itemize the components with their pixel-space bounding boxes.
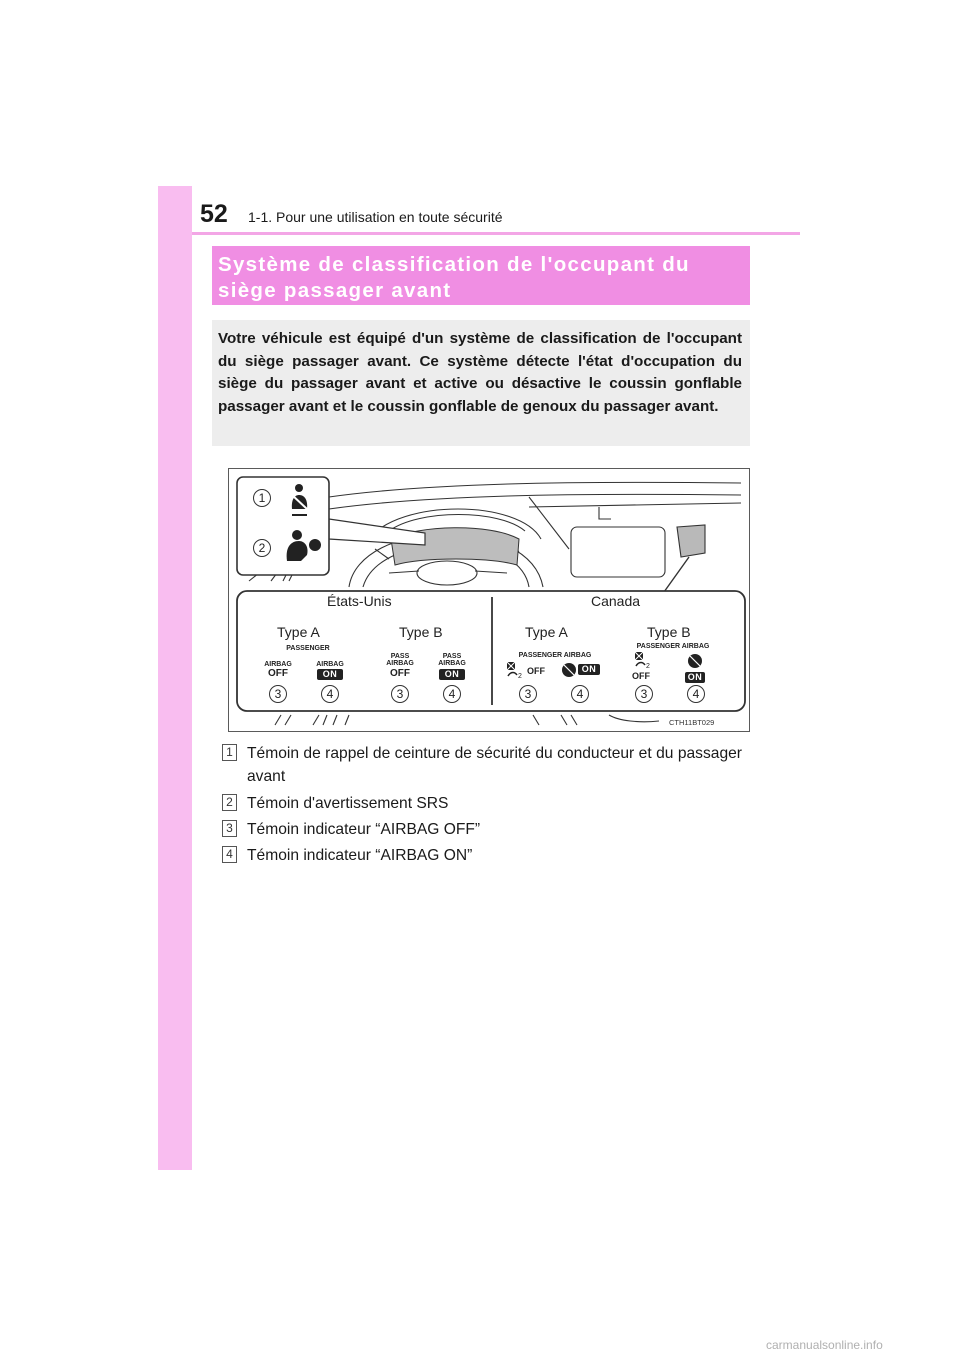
- usa-a-off-line1: AIRBAG: [264, 661, 292, 668]
- airbag-off-symbol-icon-b: [633, 651, 653, 669]
- airbag-on-symbol-icon: [561, 662, 577, 678]
- legend-text: Témoin indicateur “AIRBAG OFF”: [247, 821, 481, 838]
- legend-number: 3: [222, 820, 237, 837]
- usa-type-a-label: Type A: [277, 624, 320, 640]
- figure-code: CTH11BT029: [669, 718, 715, 727]
- svg-text:2: 2: [646, 663, 650, 669]
- usa-a-on-line1: AIRBAG: [316, 661, 344, 668]
- page-title: Système de classification de l'occupant du siège passager avant: [218, 253, 690, 302]
- num-3-usa-a: 3: [269, 685, 287, 703]
- airbag-off-symbol-icon: [505, 661, 525, 679]
- dashboard-figure: [228, 468, 750, 732]
- legend-text: Témoin d'avertissement SRS: [247, 795, 449, 812]
- usa-a-off-line2: OFF: [268, 668, 288, 679]
- callout-2: 2: [253, 539, 271, 557]
- num-4-canada-a: 4: [571, 685, 589, 703]
- usa-a-on-badge: ON: [317, 669, 343, 680]
- num-3-usa-b: 3: [391, 685, 409, 703]
- usa-b-off-line2: AIRBAG: [386, 660, 414, 667]
- canada-b-off-text: OFF: [632, 671, 650, 681]
- usa-b-on-line1: PASS: [442, 653, 462, 660]
- usa-b-on-badge: ON: [439, 669, 465, 680]
- usa-type-b-label: Type B: [399, 624, 443, 640]
- section-heading: 1-1. Pour une utilisation en toute sécurité: [248, 209, 503, 225]
- svg-text:2: 2: [518, 673, 522, 679]
- canada-type-a-label: Type A: [525, 624, 568, 640]
- num-4-usa-a: 4: [321, 685, 339, 703]
- region-canada-label: Canada: [591, 593, 641, 609]
- callout-1: 1: [253, 489, 271, 507]
- num-3-canada-a: 3: [519, 685, 537, 703]
- legend-text: Témoin de rappel de ceinture de sécurité du conducteur et du passager avant: [247, 745, 742, 785]
- watermark: carmanualsonline.info: [766, 1338, 883, 1352]
- canada-type-b-label: Type B: [647, 624, 691, 640]
- num-3-canada-b: 3: [635, 685, 653, 703]
- num-4-canada-b: 4: [687, 685, 705, 703]
- region-usa-label: États-Unis: [327, 593, 392, 609]
- usa-b-off-line3: OFF: [390, 668, 410, 679]
- canada-type-b-header: PASSENGER AIRBAG: [636, 643, 710, 650]
- canada-b-on-badge: ON: [685, 672, 705, 683]
- num-4-usa-b: 4: [443, 685, 461, 703]
- legend-text: Témoin indicateur “AIRBAG ON”: [247, 847, 473, 864]
- usa-b-off-line1: PASS: [390, 653, 410, 660]
- usa-type-a-header: PASSENGER: [286, 645, 330, 652]
- intro-text: Votre véhicule est équipé d'un système de classification de l'occupant du siège passager avant. Ce système détecte l'état d'occupation du siège du passager avant et active ou désactive le coussin gonflable passager avant et le coussin gonflable de genoux du passager avant.: [218, 330, 742, 415]
- airbag-on-symbol-icon-b: [687, 653, 703, 669]
- canada-type-a-header: PASSENGER AIRBAG: [518, 652, 592, 659]
- usa-b-on-line2: AIRBAG: [438, 660, 466, 667]
- dashboard-illustration: [229, 469, 751, 733]
- legend-number: 1: [222, 744, 237, 761]
- header-rule: [192, 232, 800, 235]
- legend-number: 2: [222, 794, 237, 811]
- canada-a-on-badge: ON: [578, 664, 600, 675]
- legend-number: 4: [222, 846, 237, 863]
- side-tab-strip: [158, 186, 192, 1170]
- page-number: 52: [200, 200, 228, 228]
- canada-a-off-text: OFF: [527, 666, 545, 676]
